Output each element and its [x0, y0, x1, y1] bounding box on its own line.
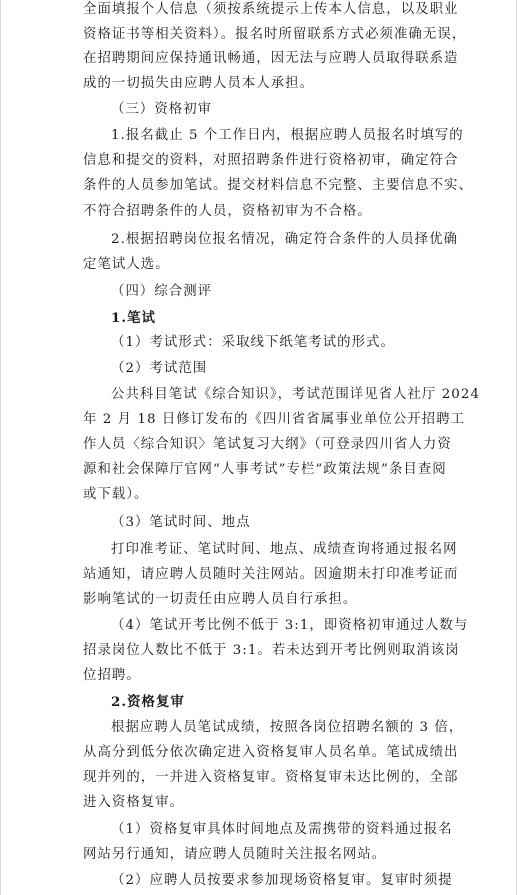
- paragraph-line: 打印准考证、笔试时间、地点、成绩查询将通过报名网: [111, 542, 458, 557]
- paragraph-line: 全面填报个人信息（须按系统提示上传本人信息，以及职业: [83, 2, 459, 17]
- paragraph-line: 源和社会保障厅官网“人事考试”专栏“政策法规”条目查阅: [83, 462, 447, 477]
- paragraph-line: （1）考试形式：采取线下纸笔考试的形式。: [111, 335, 395, 350]
- paragraph-line: 根据应聘人员笔试成绩，按照各岗位招聘名额的 3 倍，: [111, 720, 464, 735]
- paragraph-line: 成的一切损失由应聘人员本人承担。: [83, 76, 315, 91]
- section-heading: （三）资格初审: [111, 102, 213, 117]
- paragraph-line: 资格证书等相关资料）。报名时所留联系方式必须准确无误，: [83, 27, 467, 42]
- paragraph-line: 站通知，请应聘人员随时关注网站。因逾期未打印准考证而: [83, 567, 459, 582]
- paragraph-line: （1）资格复审具体时间地点及需携带的资料通过报名: [111, 822, 453, 837]
- paragraph-line: 位招聘。: [83, 668, 141, 683]
- paragraph-line: 公共科目笔试《综合知识》，考试范围详见省人社厅 2024: [111, 387, 481, 402]
- paragraph-line: （2）应聘人员按要求参加现场资格复审。复审时须提: [111, 873, 453, 888]
- paragraph-line: 条件的人员参加笔试。提交材料信息不完整、主要信息不实、: [83, 178, 473, 193]
- paragraph-line: 进入资格复审。: [83, 795, 185, 810]
- paragraph-line: 网站另行通知，请应聘人员随时关注报名网站。: [83, 847, 387, 862]
- paragraph-line: 不符合招聘条件的人员，资格初审为不合格。: [83, 204, 372, 219]
- paragraph-line: 从高分到低分依次确定进入资格复审人员名单。笔试成绩出: [83, 745, 459, 760]
- section-heading: （四）综合测评: [111, 284, 213, 299]
- paragraph-line: 信息和提交的资料，对照招聘条件进行资格初审，确定符合: [83, 153, 459, 168]
- paragraph-line: 在招聘期间应保持通讯畅通，因无法与应聘人员取得联系造: [83, 51, 459, 66]
- paragraph-line: 年 2 月 18 日修订发布的《四川省省属事业单位公开招聘工: [83, 412, 466, 427]
- paragraph-line: 2.根据招聘岗位报名情况，确定符合条件的人员择优确: [111, 232, 459, 247]
- paragraph-line: 影响笔试的一切责任由应聘人员自行承担。: [83, 592, 358, 607]
- paragraph-line: （4）笔试开考比例不低于 3:1，即资格初审通过人数与: [111, 618, 469, 633]
- paragraph-line: 定笔试人选。: [83, 257, 170, 272]
- paragraph-line: 作人员〈综合知识〉笔试复习大纲》（可登录四川省人力资: [83, 437, 452, 452]
- item-heading: （3）笔试时间、地点: [111, 515, 251, 530]
- item-heading: （2）考试范围: [111, 361, 208, 376]
- subsection-heading: 1.笔试: [111, 310, 156, 326]
- paragraph-line: 现并列的，一并进入资格复审。资格复审未达比例的，全部: [83, 770, 459, 785]
- paragraph-line: 招录岗位人数比不低于 3:1。若未达到开考比例则取消该岗: [83, 643, 460, 658]
- subsection-heading: 2.资格复审: [111, 694, 185, 710]
- paragraph-line: 或下载）。: [83, 487, 149, 502]
- paragraph-line: 1.报名截止 5 个工作日内，根据应聘人员报名时填写的: [111, 128, 464, 143]
